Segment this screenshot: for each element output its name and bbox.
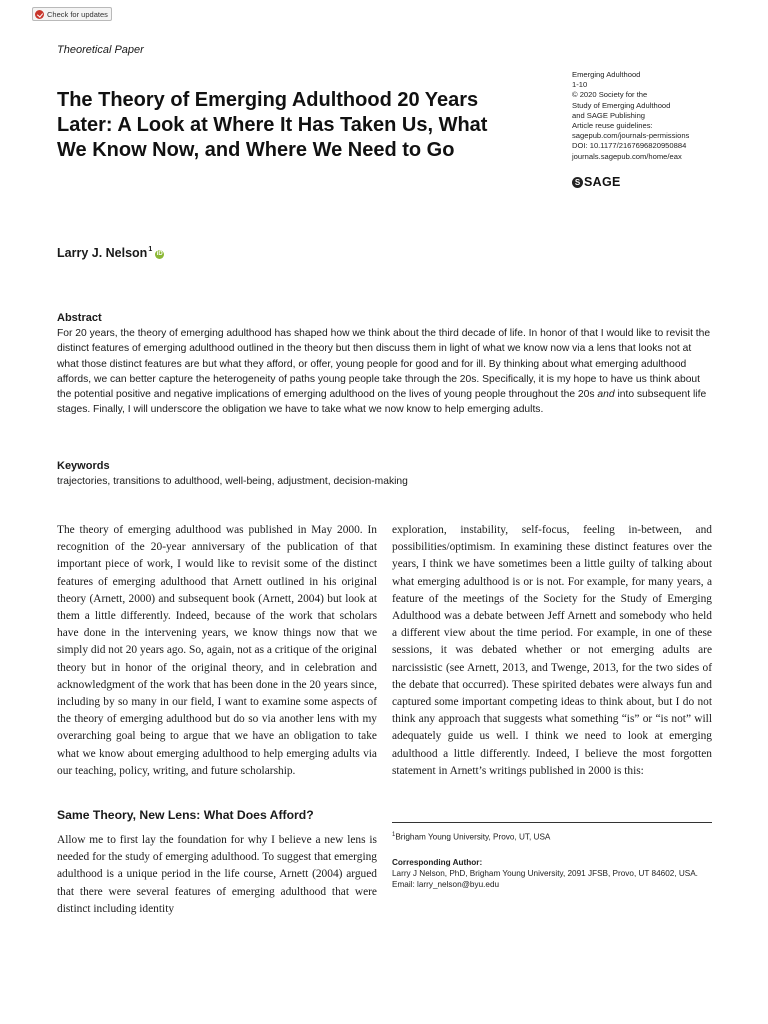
footnotes <box>392 830 712 891</box>
body-paragraph-intro: The theory of emerging adulthood was published in May 2000. In recognition of the 20-year anniversary of the publication of that important piece of work, I would like to revisit some of the distinct features of emerging adulthood that Arnett outlined in his original theory (Arnett, 2000) and subsequent book (Arnett, 2004) but look at them a little differently. Indeed, because of the work that scholars have done in the intervening years, we know things now that we simply did not 20 years ago. So, again, not as a critique of the original theory but in honor of the original theory, and in celebration and acknowledgment of the work that has been done in the 20 years since, including by so many in our field, I want to examine some aspects of the theory of emerging adulthood but do so via another lens with my overarching goal being to argue that we have an obligation to take what we know about emerging adulthood to help emerging adults via our teaching, policy, writing, and future scholarship. <box>57 524 377 777</box>
journal-info <box>572 70 732 162</box>
reuse-guidelines-label: Article reuse guidelines: <box>572 121 653 131</box>
copyright-publisher: and SAGE Publishing <box>572 110 646 120</box>
copyright-line: © 2020 Society for the <box>572 90 648 100</box>
orcid-icon[interactable]: iD <box>156 251 163 257</box>
abstract-heading: Abstract <box>57 312 102 324</box>
check-updates-icon <box>35 10 44 19</box>
author-affiliation-mark: 1 <box>148 246 153 253</box>
check-for-updates-button[interactable] <box>32 7 112 21</box>
permissions-link[interactable]: sagepub.com/journals-permissions <box>572 131 690 141</box>
corresponding-author-email[interactable]: Email: larry_nelson@byu.edu <box>392 880 500 890</box>
affiliation-footnote: $^1$Brigham Young University, Provo, UT, USA <box>392 832 551 842</box>
body-paragraph-features: exploration, instability, self-focus, feeling in-between, and possibilities/optimism. In examining these distinct features over the years, I think we have sometimes been a little guilty of talking about what emerging adulthood is or is not. For example, for many years, a feature of the meetings of the Society for the Study of Emerging Adulthood was a debate between Jeff Arnett and somebody who held a different view about the time period. For example, in one of these sessions, it was debated whether or not emerging adults are narcissistic (see Arnett, 2013, and Twenge, 2013, for the two sides of the debate that occurred). These spirited debates were always fun and captured some important competing ideas to think about, but I do not think any approach that suggests what something “is” or “is not” will adequately guide us well. I think we need to look at emerging adulthood a little differently. Indeed, I believe the most forgotten statement in Arnett’s writings published in 2000 is this: <box>392 524 712 777</box>
sage-logo-text: SAGE <box>584 175 621 189</box>
journal-name: Emerging Adulthood <box>572 70 641 79</box>
corresponding-author-address: Larry J Nelson, PhD, Brigham Young University, 2091 JFSB, Provo, UT 84602, USA. <box>392 869 698 879</box>
journal-home-link[interactable]: journals.sagepub.com/home/eax <box>572 151 682 161</box>
article-title: The Theory of Emerging Adulthood 20 Years Later: A Look at Where It Has Taken Us, What We Know Now, and Where We Need to Go <box>57 89 488 161</box>
journal-pages: 1-10 <box>572 80 588 90</box>
doi-link[interactable]: DOI: 10.1177/2167696820950884 <box>572 141 687 151</box>
sage-s-icon: S <box>572 177 583 188</box>
keywords-list: trajectories, transitions to adulthood, well-being, adjustment, decision-making <box>57 476 408 487</box>
check-for-updates-label: Check for updates <box>47 9 108 19</box>
section-heading: Same Theory, New Lens: What Does Afford? <box>57 808 314 822</box>
body-paragraph-foundation: Allow me to first lay the foundation for why I believe a new lens is needed for the study of emerging adulthood. To suggest that emerging adulthood is a unique period in the life course, Arnett (2004) argued that there were several features of emerging adulthood that were distinct including identity <box>57 834 377 915</box>
corresponding-author-heading: Corresponding Author: <box>392 857 483 867</box>
abstract-text: For 20 years, the theory of emerging adulthood has shaped how we think about the third decade of life. In honor of that I would like to revisit the distinct features of emerging adulthood outlined in the theory but then discuss them in light of what we know now via a lens that looks not at what those distinct features are but what they afford, or offer, young people for good and for ill. By thinking about what emerging adulthood affords, we can better capture the heterogeneity of paths young people take through the 20s. Specifically, it is my hope to have us think about the potential positive and negative implications of emerging adulthood on the lives of young people throughout the 20s and into subsequent life stages. Finally, I will underscore the obligation we have to take what we now know to help emerging adults. <box>57 328 711 416</box>
keywords-heading: Keywords <box>57 460 110 472</box>
paper-type: Theoretical Paper <box>57 44 144 56</box>
author-name[interactable]: Larry J. Nelson <box>57 246 148 260</box>
sage-logo <box>572 175 621 189</box>
author-line <box>57 246 164 260</box>
copyright-society: Study of Emerging Adulthood <box>572 100 671 110</box>
footnote-divider <box>392 822 712 823</box>
